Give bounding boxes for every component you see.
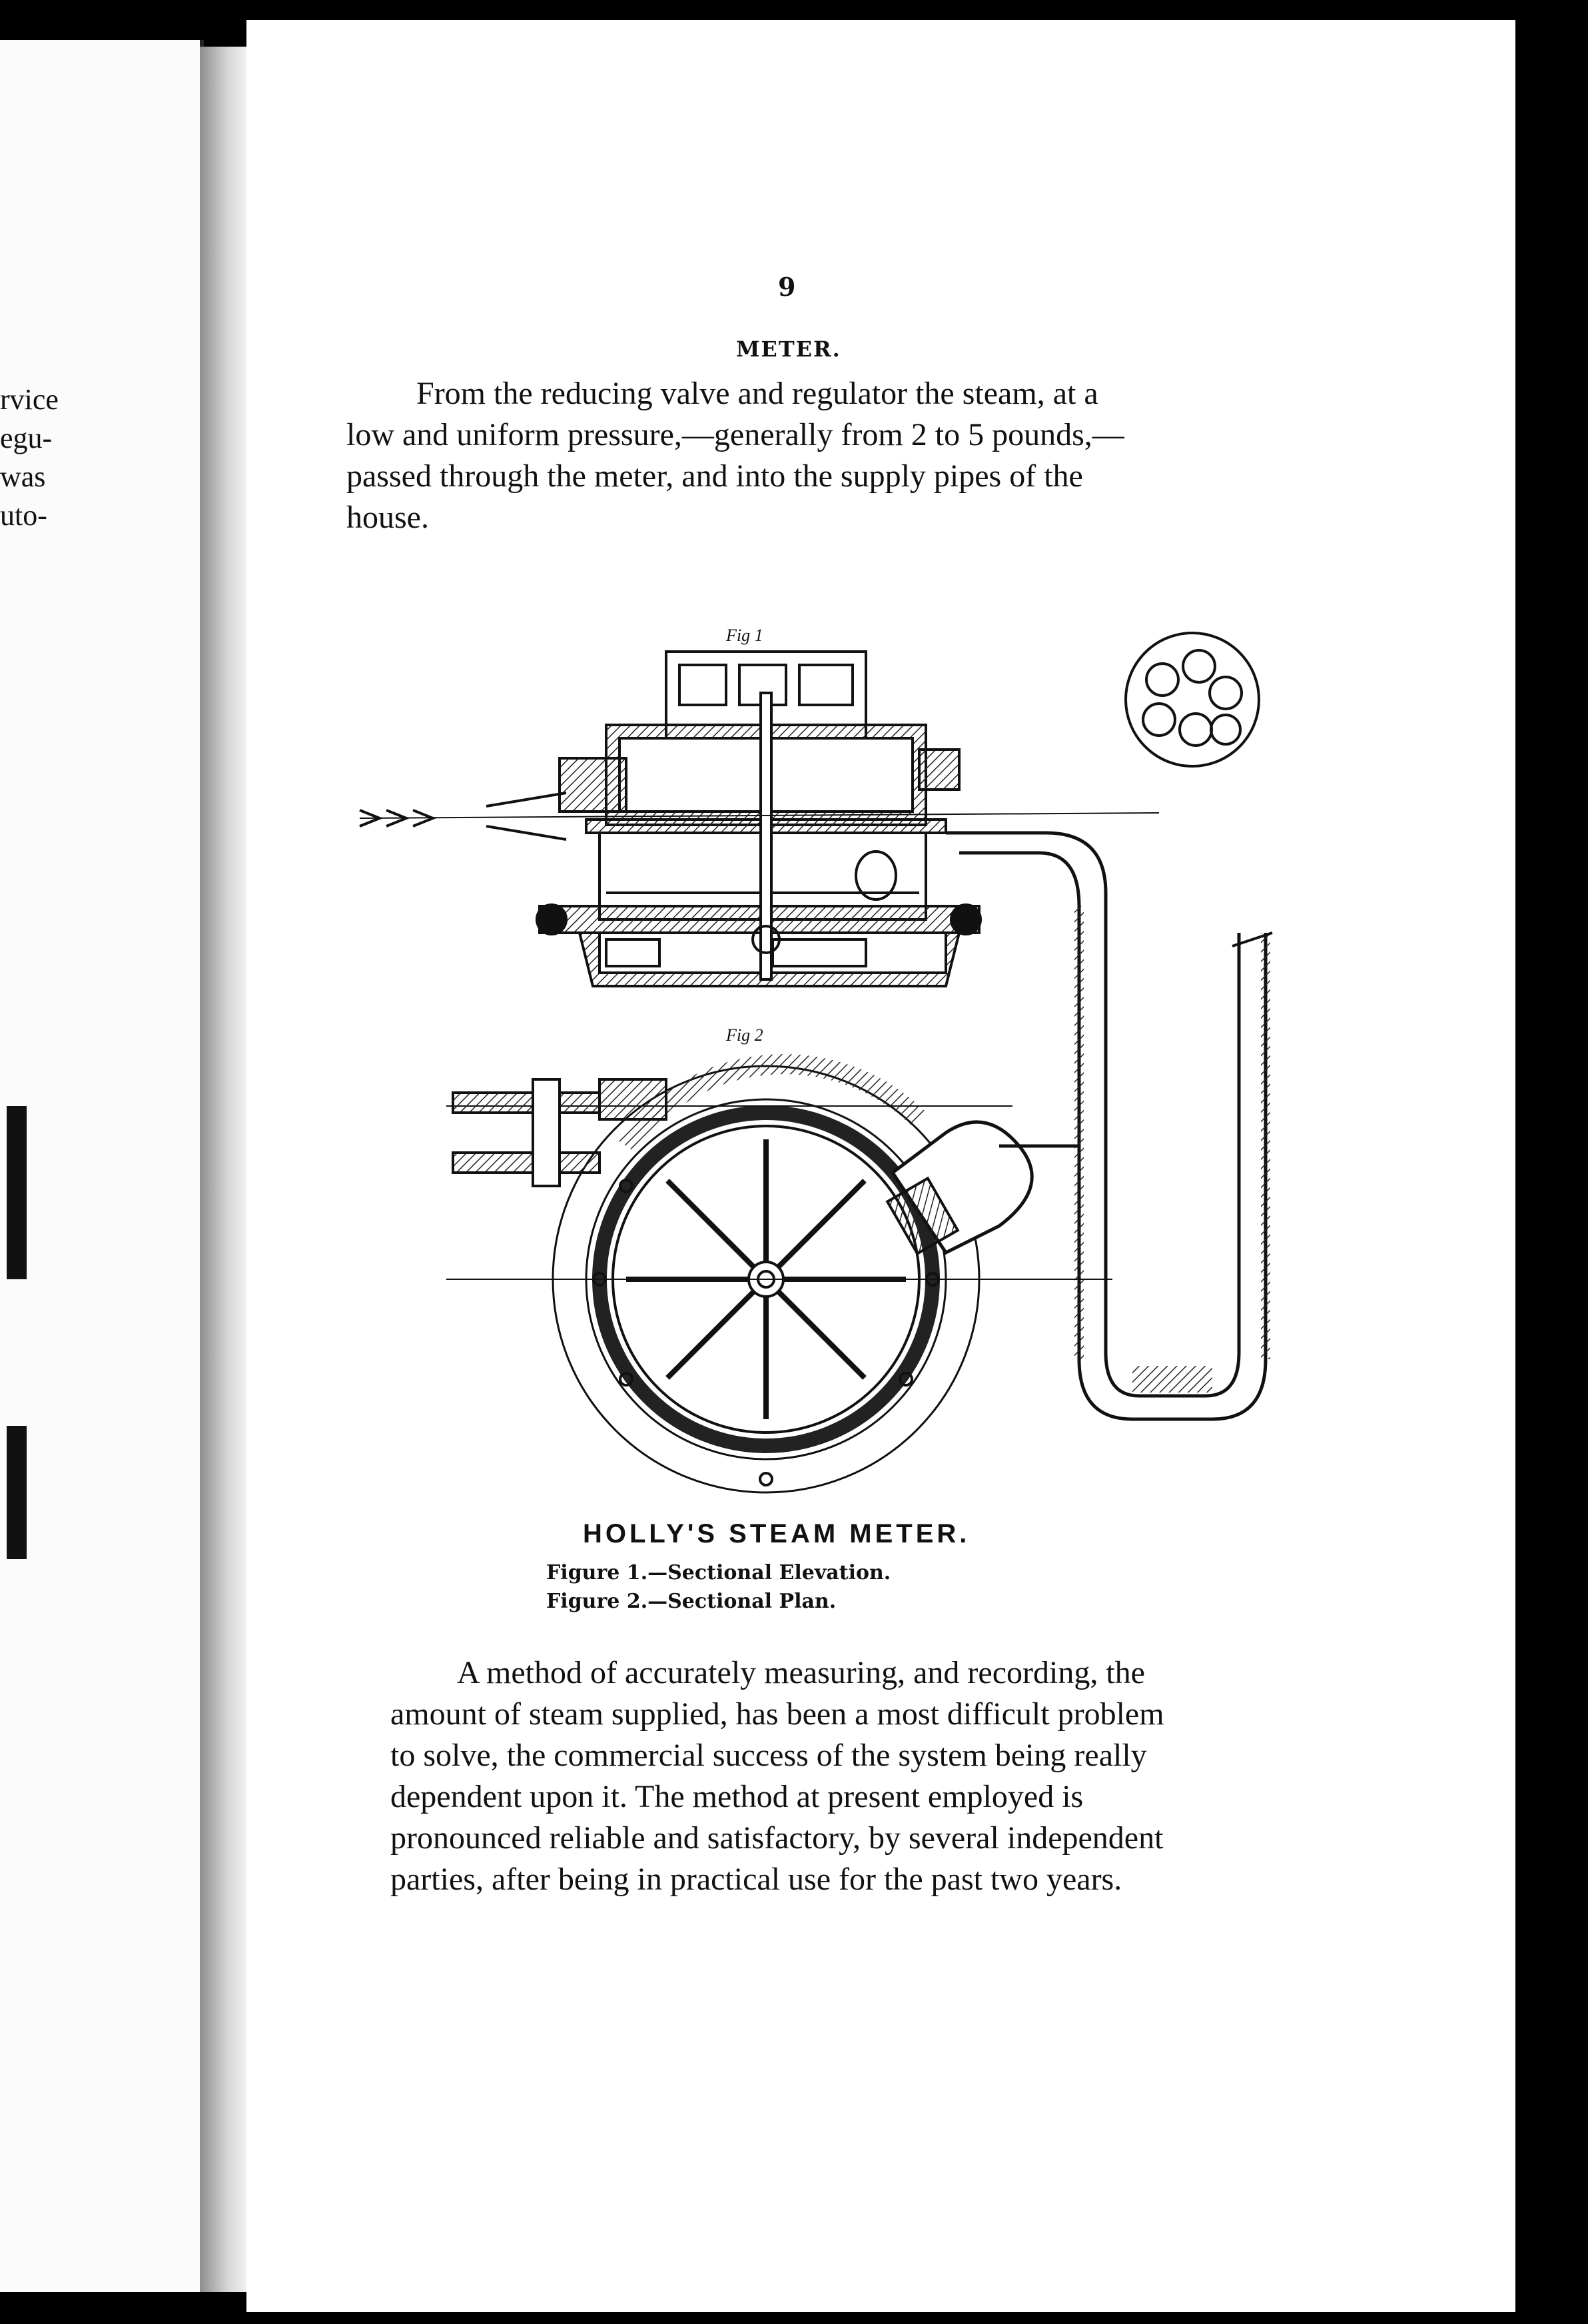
- body-paragraph: [390, 1652, 1270, 1900]
- left-page-fragment: rvice: [0, 383, 59, 416]
- steam-meter-diagram: [346, 613, 1359, 1519]
- scan-border: [1515, 0, 1588, 2324]
- binding-gutter: [200, 47, 246, 2292]
- left-page-fragment: egu-: [0, 422, 53, 454]
- left-page-illustration-edge: [7, 1426, 27, 1559]
- paragraph-line: low and uniform pressure,—generally from 2 to 5 pounds,—: [346, 417, 1124, 452]
- paragraph-line: to solve, the commercial success of the system being really: [390, 1738, 1147, 1773]
- paragraph-line: passed through the meter, and into the supply pipes of the: [346, 458, 1083, 494]
- paragraph-line: amount of steam supplied, has been a most difficult problem: [390, 1696, 1164, 1732]
- paragraph-line: From the reducing valve and regulator the steam, at a: [416, 376, 1098, 411]
- figure-caption-2: Figure 2.—Sectional Plan.: [546, 1590, 837, 1613]
- fig1-label: Fig 1: [726, 626, 763, 645]
- page-number: 9: [778, 272, 796, 302]
- fig2-label: Fig 2: [726, 1025, 763, 1045]
- left-page-fragment: uto-: [0, 499, 47, 532]
- paragraph-line: pronounced reliable and satisfactory, by several independent: [390, 1820, 1164, 1856]
- left-page-illustration-edge: [7, 1106, 27, 1279]
- figure-title: HOLLY'S STEAM METER.: [583, 1519, 971, 1548]
- section-heading: METER.: [736, 336, 841, 362]
- paragraph-line: house.: [346, 500, 429, 535]
- paragraph-line: parties, after being in practical use for the past two years.: [390, 1862, 1122, 1897]
- paragraph-line: A method of accurately measuring, and recording, the: [457, 1655, 1145, 1690]
- left-page-fragment: was: [0, 460, 46, 493]
- figure-caption-1: Figure 1.—Sectional Elevation.: [546, 1561, 891, 1584]
- intro-paragraph: [346, 373, 1232, 538]
- left-facing-page: [0, 40, 204, 2292]
- paragraph-line: dependent upon it. The method at present employed is: [390, 1779, 1084, 1814]
